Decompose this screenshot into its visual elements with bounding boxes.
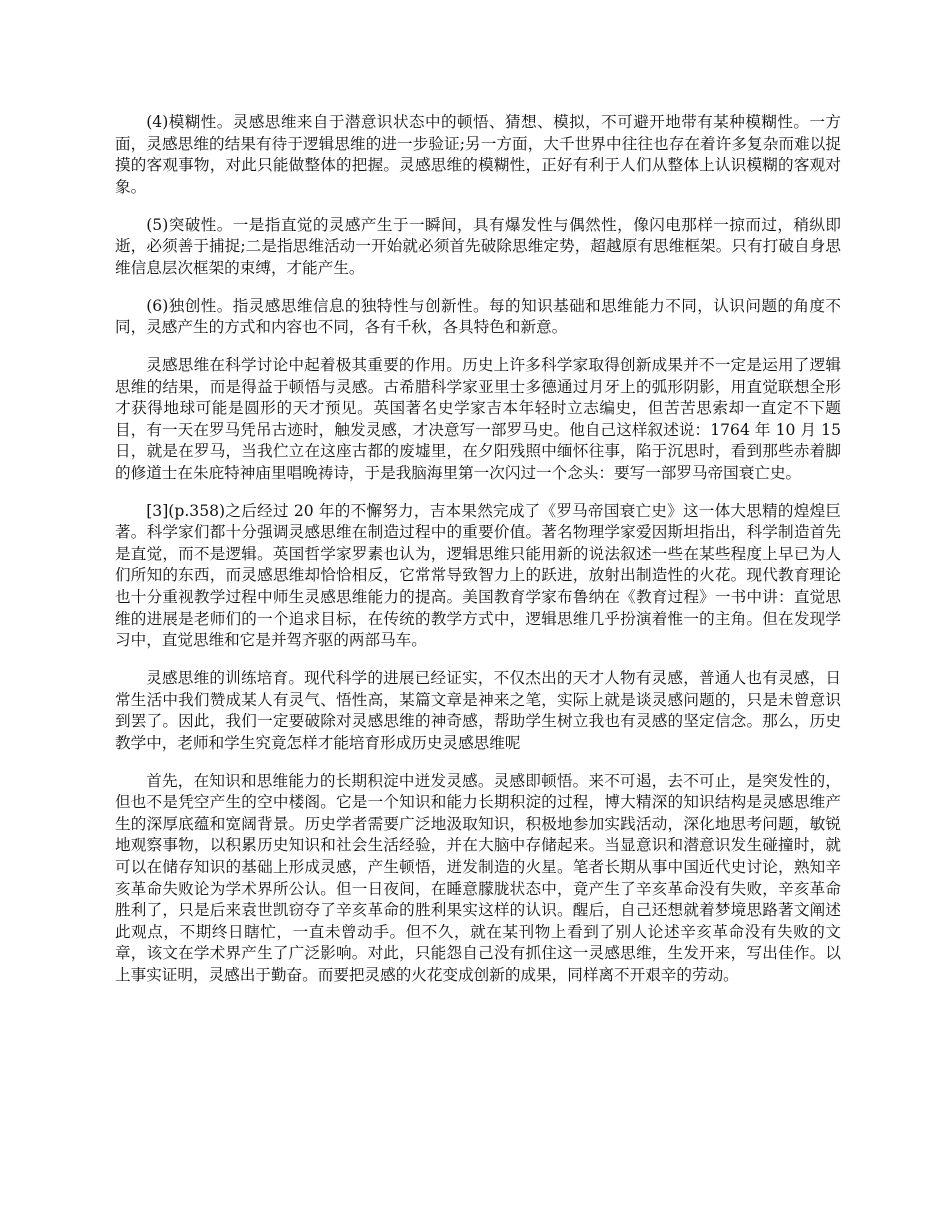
paragraph-gibbon-and-education: [3](p.358)之后经过 20 年的不懈努力，吉本果然完成了《罗马帝国衰亡史》这一体大思精的煌煌巨著。科学家们都十分强调灵感思维在制造过程中的重要价值。著名物理学家爱因斯坦指出，科学制造首先是直觉，而不是逻辑。英国哲学家罗素也认为，逻辑思维只能用新的说法叙述一些在某些程度上早已为人们所知的东西，而灵感思维却恰恰相反，它常常导致智力上的跃进，放射出制造性的火花。现代教育理论也十分重视教学过程中师生灵感思维能力的提高。美国教育学家布鲁纳在《教育过程》一书中讲：直觉思维的进展是老师们的一个追求目标，在传统的教学方式中，逻辑思维几乎扮演着惟一的主角。但在发现学习中，直觉思维和它是并驾齐驱的两部马车。 [115,501,841,650]
paragraph-breakthrough: (5)突破性。一是指直觉的灵感产生于一瞬间，具有爆发性与偶然性，像闪电那样一掠而过，稍纵即逝，必须善于捕捉;二是指思维活动一开始就必须首先破除思维定势，超越原有思维框架。只有打破自身思维信息层次框架的束缚，才能产生。 [115,215,841,277]
paragraph-training: 灵感思维的训练培育。现代科学的进展已经证实，不仅杰出的天才人物有灵感，普通人也有灵感，日常生活中我们赞成某人有灵气、悟性高，某篇文章是神来之笔，实际上就是谈灵感问题的，只是未曾意识到罢了。因此，我们一定要破除对灵感思维的神奇感，帮助学生树立我也有灵感的坚定信念。那么，历史教学中，老师和学生究竟怎样才能培育形成历史灵感思维呢 [115,669,841,752]
paragraph-originality: (6)独创性。指灵感思维信息的独特性与创新性。每的知识基础和思维能力不同，认识问题的角度不同，灵感产生的方式和内容也不同，各有千秋，各具特色和新意。 [115,296,841,337]
document-page [115,112,841,1003]
paragraph-scientific-role: 灵感思维在科学讨论中起着极其重要的作用。历史上许多科学家取得创新成果并不一定是运用了逻辑思维的结果，而是得益于顿悟与灵感。古希腊科学家亚里士多德通过月牙上的弧形阴影，用直觉联想全形才获得地球可能是圆形的天才预见。英国著名史学家吉本年轻时立志编史，但苦苦思索却一直定不下题目，有一天在罗马凭吊古迹时，触发灵感，才决意写一部罗马史。他自己这样叙述说：1764 年 10 月 15 日，就是在罗马，当我伫立在这座古都的废墟里，在夕阳残照中缅怀往事，陷于沉思时，看到那些赤着脚的修道士在朱庇特神庙里唱晚祷诗，于是我脑海里第一次闪过一个念头：要写一部罗马帝国衰亡史。 [115,355,841,482]
paragraph-accumulation: 首先，在知识和思维能力的长期积淀中迸发灵感。灵感即顿悟。来不可遏，去不可止，是突发性的，但也不是凭空产生的空中楼阁。它是一个知识和能力长期积淀的过程，博大精深的知识结构是灵感思维产生的深厚底蕴和宽阔背景。历史学者需要广泛地汲取知识，积极地参加实践活动，深化地思考问题，敏锐地观察事物，以积累历史知识和社会生活经验，并在大脑中存储起来。当显意识和潜意识发生碰撞时，就可以在储存知识的基础上形成灵感，产生顿悟，迸发制造的火星。笔者长期从事中国近代史讨论，熟知辛亥革命失败论为学术界所公认。但一日夜间，在睡意朦胧状态中，竟产生了辛亥革命没有失败，辛亥革命胜利了，只是后来袁世凯窃夺了辛亥革命的胜利果实这样的认识。醒后，自己还想就着梦境思路著文阐述此观点，不期终日瞎忙，一直未曾动手。但不久，就在某刊物上看到了别人论述辛亥革命没有失败的文章，该文在学术界产生了广泛影响。对此，只能怨自己没有抓住这一灵感思维，生发开来，写出佳作。以上事实证明，灵感出于勤奋。而要把灵感的火花变成创新的成果，同样离不开艰辛的劳动。 [115,771,841,984]
paragraph-fuzziness: (4)模糊性。灵感思维来自于潜意识状态中的顿悟、猜想、模拟，不可避开地带有某种模糊性。一方面，灵感思维的结果有待于逻辑思维的进一步验证;另一方面，大千世界中往往也存在着许多复杂而难以捉摸的客观事物，对此只能做整体的把握。灵感思维的模糊性，正好有利于人们从整体上认识模糊的客观对象。 [115,113,841,196]
